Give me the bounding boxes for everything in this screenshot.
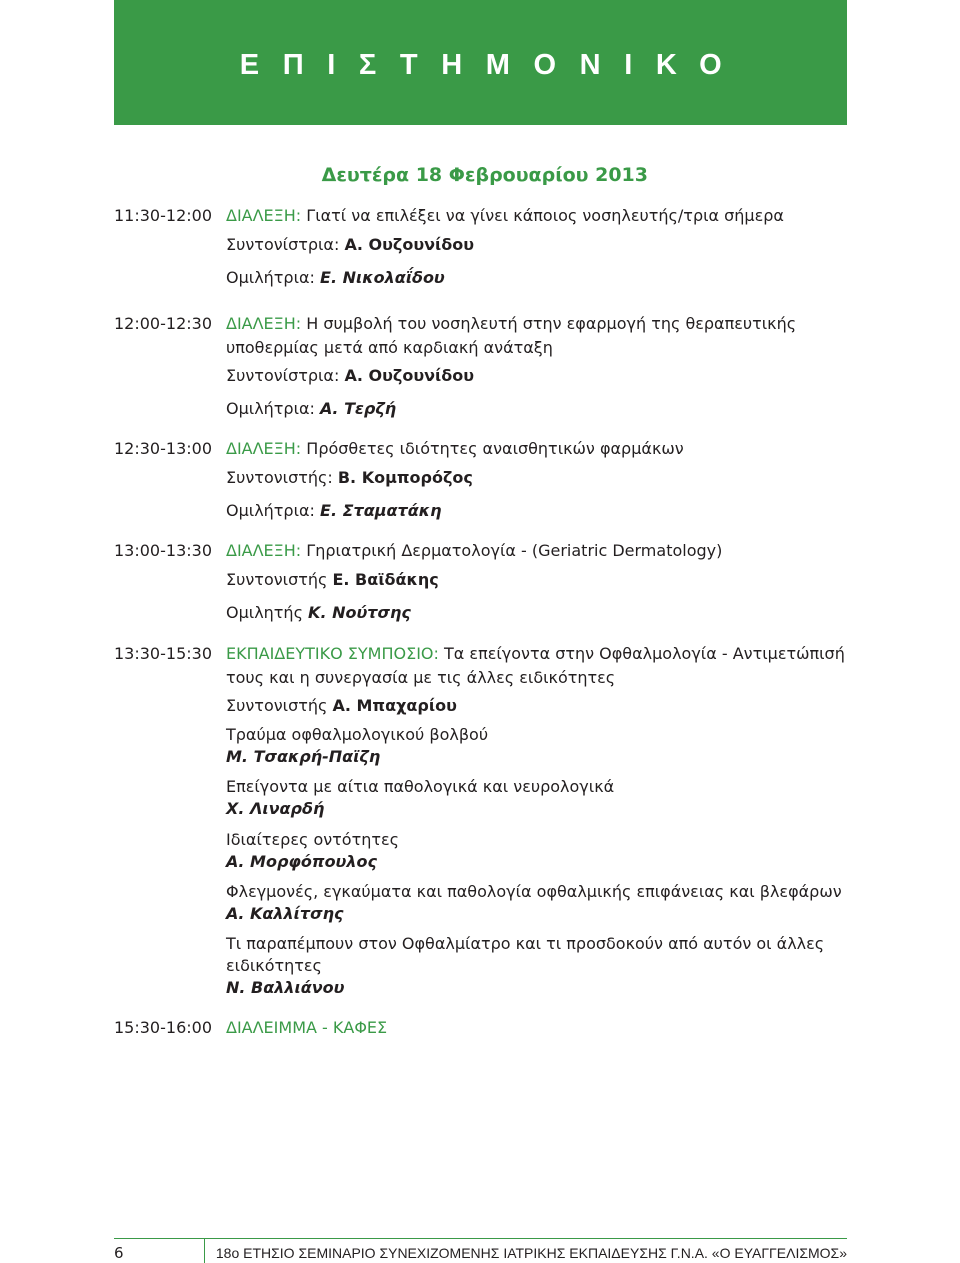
- talk-title: Ιδιαίτερες οντότητες: [226, 830, 400, 849]
- talk-title-cont: ειδικότητες: [226, 956, 322, 975]
- session-date: Δευτέρα 18 Φεβρουαρίου 2013: [321, 164, 648, 186]
- session-type: ΔΙΑΛΕΞΗ:: [226, 439, 302, 458]
- speaker: Ομιλήτρια: Ε. Νικολαΐδου: [226, 268, 445, 287]
- footer-divider: [204, 1238, 205, 1263]
- speaker-name: Ε. Σταματάκη: [320, 501, 442, 520]
- speaker: Ομιλητής Κ. Νούτσης: [226, 603, 411, 622]
- session-title: ΔΙΑΛΕΞΗ: Γηριατρική Δερματολογία - (Geriatric Dermatology): [226, 541, 723, 560]
- session-time: 11:30-12:00: [114, 206, 212, 225]
- session-title: ΔΙΑΛΕΞΗ: Η συμβολή του νοσηλευτή στην εφαρμογή της θεραπευτικής: [226, 314, 797, 333]
- coordinator: Συντονιστής: Β. Κομπορόζος: [226, 468, 473, 487]
- session-type: ΔΙΑΛΕΞΗ:: [226, 541, 302, 560]
- talk-speaker: Ν. Βαλλιάνου: [226, 978, 345, 997]
- coordinator: Συντονιστής Ε. Βαϊδάκης: [226, 570, 439, 589]
- session-title: ΔΙΑΛΕΞΗ: Πρόσθετες ιδιότητες αναισθητικών φαρμάκων: [226, 439, 684, 458]
- session-type: ΔΙΑΛΕΞΗ:: [226, 206, 302, 225]
- session-title-cont: τους και η συνεργασία με τις άλλες ειδικότητες: [226, 668, 616, 687]
- coordinator-name: Β. Κομπορόζος: [337, 468, 473, 487]
- talk-title: Φλεγμονές, εγκαύματα και παθολογία οφθαλμικής επιφάνειας και βλεφάρων: [226, 882, 842, 901]
- session-time: 13:30-15:30: [114, 644, 212, 663]
- session-type: ΔΙΑΛΕΙΜΜΑ - ΚΑΦΕΣ: [226, 1018, 388, 1037]
- speaker-name: Ε. Νικολαΐδου: [320, 268, 445, 287]
- coordinator-name: Α. Μπαχαρίου: [332, 696, 457, 715]
- coordinator: Συντονιστής Α. Μπαχαρίου: [226, 696, 457, 715]
- page-title: ΕΠΙΣΤΗΜΟΝΙΚΟ: [239, 49, 746, 81]
- footer-rule: [114, 1238, 847, 1239]
- page-number: 6: [114, 1244, 124, 1262]
- talk-speaker: Α. Μορφόπουλος: [226, 852, 377, 871]
- session-type: ΔΙΑΛΕΞΗ:: [226, 314, 302, 333]
- speaker: Ομιλήτρια: Α. Τερζή: [226, 399, 397, 418]
- coordinator-name: Α. Ουζουνίδου: [344, 366, 475, 385]
- session-time: 12:00-12:30: [114, 314, 212, 333]
- session-time: 13:00-13:30: [114, 541, 212, 560]
- session-title-cont: υποθερμίας μετά από καρδιακή ανάταξη: [226, 338, 553, 357]
- talk-title: Τραύμα οφθαλμολογικού βολβού: [226, 725, 489, 744]
- talk-speaker: Μ. Τσακρή-Παϊζη: [226, 747, 381, 766]
- session-time: 12:30-13:00: [114, 439, 212, 458]
- speaker-name: Κ. Νούτσης: [308, 603, 411, 622]
- header-banner: [114, 0, 847, 125]
- speaker: Ομιλήτρια: Ε. Σταματάκη: [226, 501, 442, 520]
- session-time: 15:30-16:00: [114, 1018, 212, 1037]
- talk-title: Επείγοντα με αίτια παθολογικά και νευρολογικά: [226, 777, 615, 796]
- session-title: ΕΚΠΑΙΔΕΥΤΙΚΟ ΣΥΜΠΟΣΙΟ: Τα επείγοντα στην Οφθαλμολογία - Αντιμετώπισή: [226, 644, 845, 663]
- talk-speaker: Α. Καλλίτσης: [226, 904, 344, 923]
- coordinator-name: Α. Ουζουνίδου: [344, 235, 475, 254]
- coordinator: Συντονίστρια: Α. Ουζουνίδου: [226, 366, 475, 385]
- coordinator-name: Ε. Βαϊδάκης: [332, 570, 439, 589]
- footer-text: 18ο ΕΤΗΣΙΟ ΣΕΜΙΝΑΡΙΟ ΣΥΝΕΧΙΖΟΜΕΝΗΣ ΙΑΤΡΙΚΗΣ ΕΚΠΑΙΔΕΥΣΗΣ Γ.Ν.Α. «Ο ΕΥΑΓΓΕΛΙΣΜΟΣ»: [215, 1245, 847, 1261]
- session-type: ΕΚΠΑΙΔΕΥΤΙΚΟ ΣΥΜΠΟΣΙΟ:: [226, 644, 439, 663]
- speaker-name: Α. Τερζή: [320, 399, 397, 418]
- session-title: ΔΙΑΛΕΞΗ: Γιατί να επιλέξει να γίνει κάποιος νοσηλευτής/τρια σήμερα: [226, 206, 784, 225]
- talk-title: Τι παραπέμπουν στον Οφθαλμίατρο και τι προσδοκούν από αυτόν οι άλλες: [226, 934, 825, 953]
- talk-speaker: Χ. Λιναρδή: [226, 799, 325, 818]
- coordinator: Συντονίστρια: Α. Ουζουνίδου: [226, 235, 475, 254]
